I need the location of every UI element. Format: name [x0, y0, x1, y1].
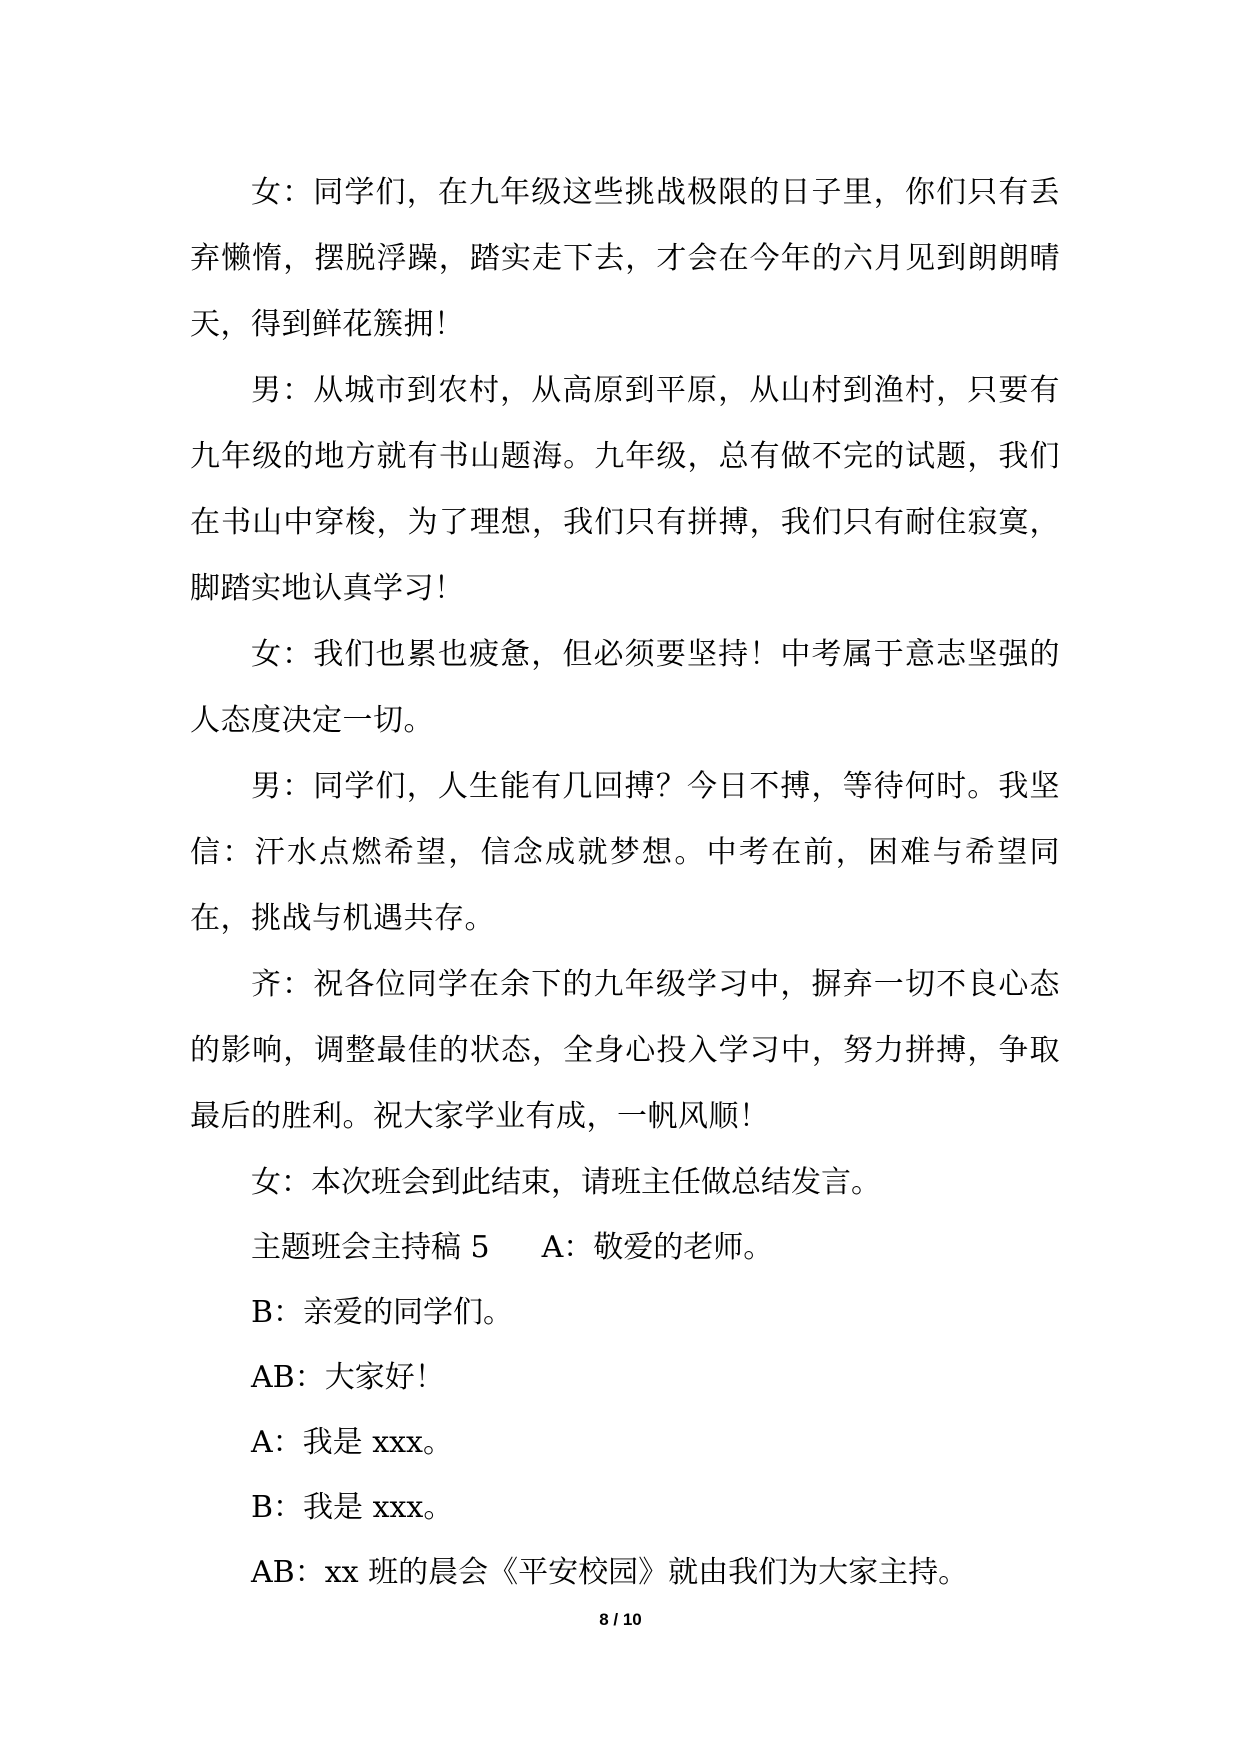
script-title-line	[190, 1215, 1060, 1280]
paragraph-female-1: 女：同学们，在九年级这些挑战极限的日子里，你们只有丢弃懒惰，摆脱浮躁，踏实走下去，才会在今年的六月见到朗朗晴天，得到鲜花簇拥！	[190, 175, 1060, 342]
script-line-b-2: B：我是 xxx。	[251, 1490, 454, 1525]
paragraph-male-2: 男：同学们，人生能有几回搏？今日不搏，等待何时。我坚信：汗水点燃希望，信念成就梦想。中考在前，困难与希望同在，挑战与机遇共存。	[190, 769, 1060, 936]
closing-line: 女：本次班会到此结束，请班主任做总结发言。	[251, 1165, 881, 1200]
page-number: 8 / 10	[599, 1610, 642, 1629]
paragraph-together: 齐：祝各位同学在余下的九年级学习中，摒弃一切不良心态的影响，调整最佳的状态，全身心投入学习中，努力拼搏，争取最后的胜利。祝大家学业有成，一帆风顺！	[190, 967, 1060, 1134]
document-body	[190, 160, 1060, 1605]
script-line-a-2: A：我是 xxx。	[251, 1425, 453, 1460]
script-title: 主题班会主持稿 5	[251, 1230, 490, 1265]
script-line-ab-2: AB：xx 班的晨会《平安校园》就由我们为大家主持。	[251, 1555, 969, 1590]
script-line-ab-1: AB：大家好！	[251, 1360, 445, 1395]
script-line-a-1: A：敬爱的老师。	[541, 1230, 774, 1265]
paragraph-female-2: 女：我们也累也疲惫，但必须要坚持！中考属于意志坚强的人态度决定一切。	[190, 637, 1060, 738]
script-line-b-1: B：亲爱的同学们。	[251, 1295, 514, 1330]
paragraph-male-1: 男：从城市到农村，从高原到平原，从山村到渔村，只要有九年级的地方就有书山题海。九年级，总有做不完的试题，我们在书山中穿梭，为了理想，我们只有拼搏，我们只有耐住寂寞，脚踏实地认真学习！	[190, 373, 1060, 606]
